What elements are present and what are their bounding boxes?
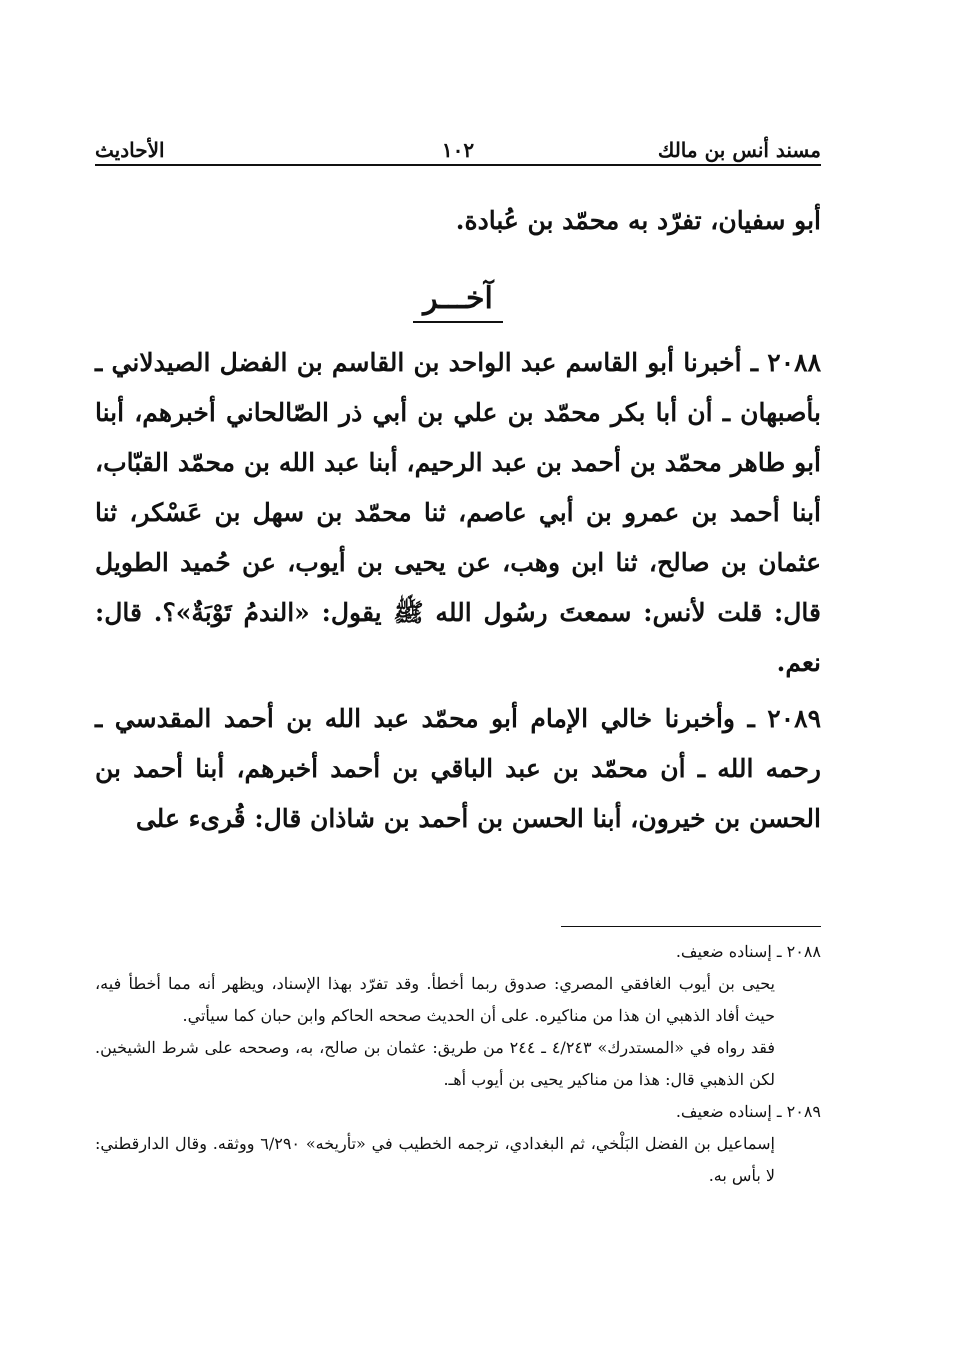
footnotes: [95, 936, 821, 1192]
intro-line: أبو سفيان، تفرّد به محمّد بن عُبادة.: [455, 206, 821, 235]
footnote-head: ٢٠٨٩ ـ إسناده ضعيف.: [675, 1102, 821, 1121]
hadith-number: ٢٠٨٨: [767, 348, 821, 377]
book-title: مسند أنس بن مالك: [657, 138, 821, 162]
footnote-paragraph: يحيى بن أيوب الغافقي المصري: صدوق ربما أخطأ. وقد تفرّد بهذا الإسناد، ويظهر أنه مما أخطأ فيه، حيث أفاد الذهبي ان هذا من مناكيره. على أن الحديث صححه الحاكم وابن حبان كما سيأتي.: [95, 974, 775, 1025]
section-title: الأحاديث: [95, 138, 165, 162]
hadith-text: ـ أخبرنا أبو القاسم عبد الواحد بن القاسم بن الفضل الصيدلاني ـ بأصبهان ـ أن أبا بكر محمّد بن علي بن أبي ذر الصّالحاني أخبرهم، أبنا أبو طاهر محمّد بن أحمد بن عبد الرحيم، أبنا عبد الله بن محمّد القبّاب، أبنا أحمد بن عمرو بن أبي عاصم، ثنا محمّد بن سهل بن عَسْكر، ثنا عثمان بن صالح، ثنا ابن وهب، عن يحيى بن أيوب، عن حُميد الطويل قال: قلت لأنس: سمعتَ رسُول الله ﷺ يقول: «الندمُ تَوْبَةٌ»؟. قال: نعم.: [95, 348, 821, 677]
main-text: [95, 196, 821, 844]
hadith-text: ـ وأخبرنا خالي الإمام أبو محمّد عبد الله بن أحمد المقدسي ـ رحمه الله ـ أن محمّد بن عبد الباقي بن أحمد أخبرهم، أبنا أحمد بن الحسن بن خيرون، أبنا الحسن بن أحمد بن شاذان قال: قُرىء على: [95, 704, 821, 833]
page-number: ١٠٢: [441, 138, 475, 162]
hadith-number: ٢٠٨٩: [767, 704, 821, 733]
footnote-rule: [561, 926, 821, 927]
footnote-head: ٢٠٨٨ ـ إسناده ضعيف.: [675, 942, 821, 961]
hadith-entry: [95, 338, 821, 688]
footnote-paragraph: إسماعيل بن الفضل البَلْخي، ثم البغدادي، ترجمه الخطيب في «تأريخه» ٦/٢٩٠ ووثقه. وقال الدارقطني: لا بأس به.: [95, 1134, 775, 1185]
heading-text: آخـــر: [413, 279, 503, 323]
header-rule: [95, 164, 821, 166]
hadith-entry: [95, 694, 821, 844]
running-header: [95, 128, 821, 162]
section-heading: [95, 274, 821, 324]
footnote-paragraph: فقد رواه في «المستدرك» ٤/٢٤٣ ـ ٢٤٤ من طريق: عثمان بن صالح، به، وصححه على شرط الشيخين. لكن الذهبي قال: هذا من مناكير يحيى بن أيوب أهـ.: [95, 1038, 776, 1089]
